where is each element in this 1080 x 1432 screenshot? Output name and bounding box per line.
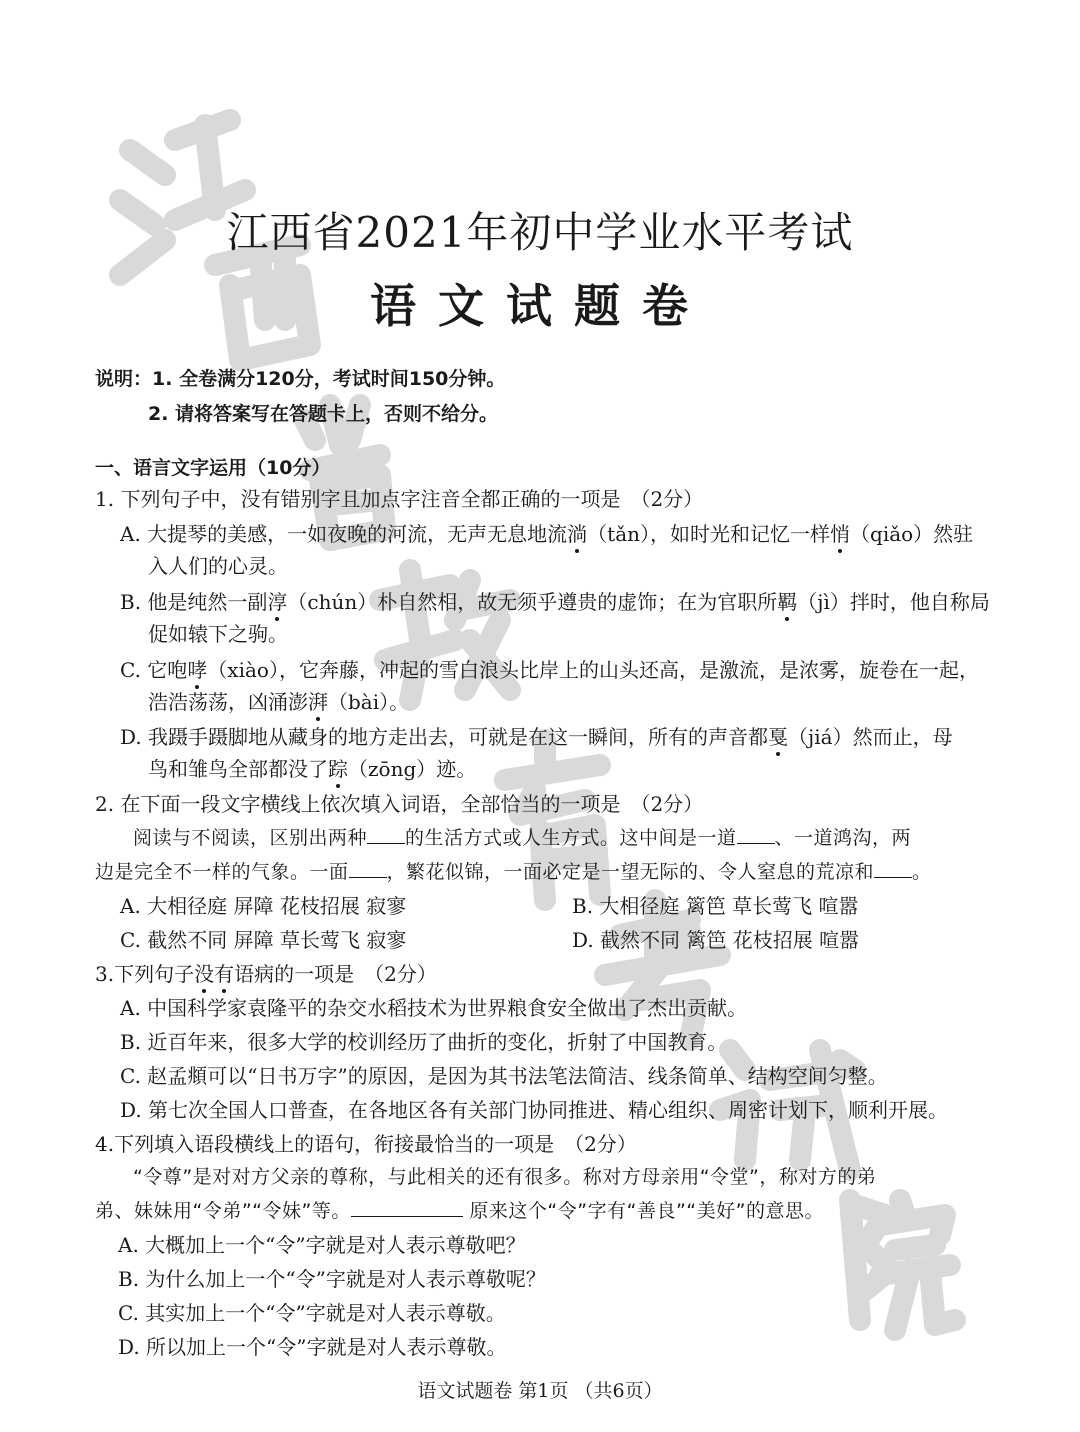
q2-passage-line-2: 边是完全不一样的气象。一面 ，繁花似锦，一面必定是一望无际的、令人窒息的荒凉和 。 (95, 861, 932, 883)
q4-passage-line-1: “令尊”是对对方父亲的尊称，与此相关的还有很多。称对方母亲用“令堂”，称对方的弟 (133, 1166, 877, 1188)
q4-option-b: B. 为什么加上一个“令”字就是对人表示尊敬呢？ (118, 1267, 546, 1291)
q2-option-b: B. 大相径庭 篱笆 草长莺飞 喧嚣 (572, 894, 859, 918)
dotted-char: 悄 (830, 518, 850, 547)
fill-blank (737, 829, 775, 844)
q4-passage-line-2: 弟、妹妹用“令弟”“令妹”等。 原来这个“令”字有“善良”“美好”的意思。 (95, 1200, 824, 1222)
q4-stem: 4.下列填入语段横线上的语句，衔接最恰当的一项是 （2分） (95, 1132, 637, 1156)
fill-blank (349, 863, 387, 878)
page-footer: 语文试题卷 第1页 （共6页） (417, 1380, 663, 1402)
q2-option-c: C. 截然不同 屏障 草长莺飞 寂寥 (120, 928, 407, 952)
fill-blank (351, 1202, 463, 1217)
dotted-char: 戛 (768, 721, 788, 750)
instructions-item-2: 2. 请将答案写在答题卡上，否则不给分。 (148, 403, 499, 425)
dotted-char: 羁 (777, 586, 797, 615)
dotted-char: 有 (214, 958, 234, 987)
dotted-char: 踪 (328, 753, 348, 782)
q1-option-b: B. 他是纯然一副淳（chún）朴自然相，故无须乎遵贵的虚饰；在为官职所羁（jì）拌时，他自称局 (120, 586, 990, 615)
instructions-label: 说明： (95, 368, 153, 390)
q1-option-d: D. 我蹑手蹑脚地从藏身的地方走出去，可就是在这一瞬间，所有的声音都戛（jiá）然而止，母 (120, 721, 953, 750)
q1-option-c: C. 它咆哮（xiào），它奔藤，冲起的雪白浪头比岸上的山头还高，是激流，是浓雾，旋卷在一起， (120, 654, 979, 683)
dotted-char: 没 (194, 958, 214, 987)
q3-option-b: B. 近百年来，很多大学的校训经历了曲折的变化，折射了中国教育。 (120, 1030, 728, 1054)
dotted-char: 哮 (187, 654, 207, 683)
q2-option-a: A. 大相径庭 屏障 花枝招展 寂寥 (120, 894, 407, 918)
q1-option-d-cont: 鸟和雏鸟全部都没了踪（zōng）迹。 (148, 753, 476, 782)
q1-option-b-cont: 促如辕下之驹。 (148, 622, 288, 646)
dotted-char: 淌 (567, 518, 587, 547)
dotted-char: 湃 (308, 686, 328, 715)
instructions-line-1 (95, 364, 505, 391)
fill-blank (874, 863, 912, 878)
exam-title: 江西省2021年初中学业水平考试 (226, 208, 854, 257)
q3-option-c: C. 赵孟頫可以“日书万字”的原因，是因为其书法笔法简洁、线条简单、结构空间匀整。 (120, 1064, 888, 1088)
q2-stem: 2. 在下面一段文字横线上依次填入词语，全部恰当的一项是 （2分） (95, 792, 704, 816)
q1-option-c-cont: 浩浩荡荡，凶涌澎湃（bài）。 (148, 686, 409, 715)
q4-option-c: C. 其实加上一个“令”字就是对人表示尊敬。 (118, 1301, 506, 1325)
dotted-char: 淳 (267, 586, 287, 615)
q1-option-a: A. 大提琴的美感，一如夜晚的河流，无声无息地流淌（tǎn），如时光和记忆一样悄（qiǎo）然驻 (120, 518, 973, 547)
paper-subtitle: 语文试题卷 (370, 279, 710, 333)
q3-option-d: D. 第七次全国人口普查，在各地区各有关部门协同推进、精心组织、周密计划下，顺利开展。 (120, 1098, 949, 1122)
section-1-title: 一、语言文字运用（10分） (95, 457, 331, 479)
q4-option-a: A. 大概加上一个“令”字就是对人表示尊敬吧？ (118, 1233, 526, 1257)
q3-stem: 3.下列句子没有语病的一项是 （2分） (95, 958, 437, 987)
q1-stem: 1. 下列句子中，没有错别字且加点字注音全都正确的一项是 （2分） (95, 487, 704, 511)
q2-passage-line-1: 阅读与不阅读，区别出两种 的生活方式或人生方式。这中间是一道 、一道鸿沟，两 (133, 827, 912, 849)
q3-option-a: A. 中国科学家袁隆平的杂交水稻技术为世界粮食安全做出了杰出贡献。 (120, 996, 748, 1020)
q4-option-d: D. 所以加上一个“令”字就是对人表示尊敬。 (118, 1335, 507, 1359)
q2-option-d: D. 截然不同 篱笆 花枝招展 喧嚣 (572, 928, 860, 952)
fill-blank (367, 829, 405, 844)
q1-option-a-cont: 入人们的心灵。 (148, 554, 288, 578)
instructions-item-1: 1. 全卷满分120分，考试时间150分钟。 (152, 368, 506, 390)
